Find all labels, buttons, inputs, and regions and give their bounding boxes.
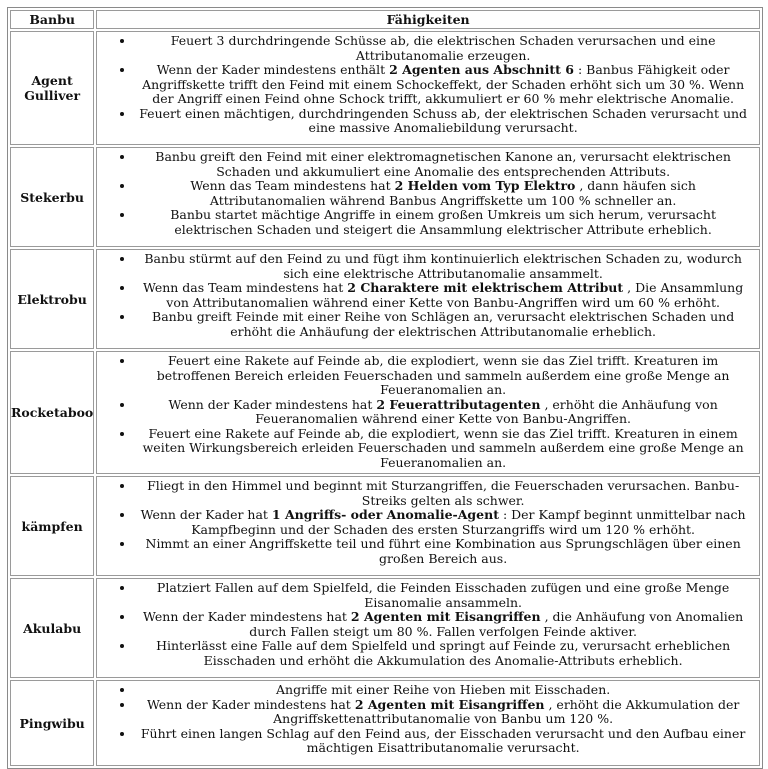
abilities-cell bbox=[96, 351, 760, 474]
ability-item bbox=[135, 150, 751, 179]
abilities-cell bbox=[96, 578, 760, 678]
ability-text: Angriffe mit einer Reihe von Hieben mit Eisschaden. bbox=[276, 682, 611, 697]
ability-item bbox=[135, 698, 751, 727]
ability-item bbox=[135, 34, 751, 63]
ability-highlight: 2 Agenten mit Eisangriffen bbox=[354, 696, 545, 712]
table-row bbox=[10, 31, 760, 145]
ability-text: Wenn der Kader hat bbox=[140, 507, 272, 522]
ability-highlight: 2 Agenten mit Eisangriffen bbox=[350, 609, 541, 624]
ability-item bbox=[135, 310, 751, 339]
abilities-cell bbox=[96, 680, 760, 766]
ability-highlight: 2 Charaktere mit elektrischem Attribut bbox=[347, 280, 624, 295]
ability-list bbox=[97, 250, 759, 342]
header-row bbox=[10, 10, 760, 29]
table-row bbox=[10, 476, 760, 576]
ability-text: Feuert 3 durchdringende Schüsse ab, die elektrischen Schaden verursachen und eine Attributanomalie erzeugen. bbox=[170, 33, 716, 63]
ability-list bbox=[97, 32, 759, 139]
ability-text: Wenn der Kader mindestens hat bbox=[143, 609, 351, 624]
ability-text: Banbu greift Feinde mit einer Reihe von Schlägen an, verursacht elektrischen Schaden und erhöht die Anhäufung der elektrischen Attributanomalie erheblich. bbox=[152, 309, 735, 339]
ability-text: Wenn das Team mindestens hat bbox=[143, 280, 348, 295]
ability-item bbox=[135, 683, 751, 698]
ability-text: , dann häufen sich Attributanomalien während Banbus Angriffskette um 100 % schneller an. bbox=[209, 178, 696, 208]
banbu-name: Akulabu bbox=[10, 578, 94, 678]
ability-highlight: 2 Agenten aus Abschnitt 6 bbox=[389, 62, 574, 77]
ability-item bbox=[135, 398, 751, 427]
ability-highlight: 2 Feuerattributagenten bbox=[376, 396, 541, 412]
banbu-name: kämpfen bbox=[10, 476, 94, 576]
ability-item bbox=[135, 281, 751, 310]
ability-text: Feuert einen mächtigen, durchdringenden Schuss ab, der elektrischen Schaden verursacht und eine massive Anomaliebildung verursacht. bbox=[139, 105, 748, 135]
ability-item bbox=[135, 479, 751, 508]
ability-highlight: 1 Angriffs- oder Anomalie-Agent bbox=[271, 507, 499, 522]
ability-text: , Die Ansammlung von Attributanomalien während einer Kette von Banbu-Angriffen wird um 60 % erhöht. bbox=[166, 280, 744, 310]
ability-item bbox=[135, 179, 751, 208]
ability-item bbox=[135, 727, 751, 756]
ability-list bbox=[97, 352, 759, 473]
banbu-name: Elektrobu bbox=[10, 249, 94, 349]
ability-text: Banbu startet mächtige Angriffe in einem großen Umkreis um sich herum, verursacht elektrischen Schaden und steigert die Ansammlung elektrischer Attribute erheblich. bbox=[170, 207, 716, 237]
ability-text: Führt einen langen Schlag auf den Feind aus, der Eisschaden verursacht und den Aufbau einer mächtigen Eisattributanomalie verursacht. bbox=[140, 725, 746, 755]
banbu-name: Stekerbu bbox=[10, 147, 94, 247]
ability-list bbox=[97, 579, 759, 671]
ability-item bbox=[135, 252, 751, 281]
table-row bbox=[10, 680, 760, 766]
ability-item bbox=[135, 508, 751, 537]
ability-text: Wenn das Team mindestens hat bbox=[190, 178, 395, 193]
ability-list bbox=[97, 477, 759, 569]
abilities-cell bbox=[96, 147, 760, 247]
ability-text: , die Anhäufung von Anomalien durch Fallen steigt um 80 %. Fallen verfolgen Feinde aktiver. bbox=[249, 609, 744, 639]
ability-item bbox=[135, 537, 751, 566]
ability-text: Wenn der Kader mindestens hat bbox=[146, 696, 355, 712]
banbu-name: Agent Gulliver bbox=[10, 31, 94, 145]
ability-text: : Der Kampf beginnt unmittelbar nach Kampfbeginn und der Schaden des ersten Sturzangriffs wird um 120 % erhöht. bbox=[191, 507, 746, 537]
table-row bbox=[10, 249, 760, 349]
abilities-cell bbox=[96, 31, 760, 145]
table-row bbox=[10, 147, 760, 247]
table-row bbox=[10, 578, 760, 678]
header-banbu: Banbu bbox=[10, 10, 94, 29]
ability-item bbox=[135, 581, 751, 610]
ability-item bbox=[135, 639, 751, 668]
header-faehigkeiten: Fähigkeiten bbox=[96, 10, 760, 29]
ability-text: Wenn der Kader mindestens enthält bbox=[156, 62, 390, 77]
ability-text: Nimmt an einer Angriffskette teil und führt eine Kombination aus Sprungschlägen über einen großen Bereich aus. bbox=[145, 536, 741, 566]
ability-item bbox=[135, 107, 751, 136]
banbu-name: Pingwibu bbox=[10, 680, 94, 766]
ability-text: , erhöht die Anhäufung von Feueranomalien während einer Kette von Banbu-Angriffen. bbox=[255, 396, 718, 426]
ability-list bbox=[97, 148, 759, 240]
ability-highlight: 2 Helden vom Typ Elektro bbox=[394, 178, 576, 193]
ability-text: Feuert eine Rakete auf Feinde ab, die explodiert, wenn sie das Ziel trifft. Kreaturen im betroffenen Bereich erleiden Feuerschaden und sammeln außerdem eine große Menge an Feueranomalien an. bbox=[156, 353, 730, 397]
ability-list bbox=[97, 681, 759, 759]
ability-text: Hinterlässt eine Falle auf dem Spielfeld und springt auf Feinde zu, verursacht erheblichen Eisschaden und erhöht die Akkumulation des Anomalie-Attributs erheblich. bbox=[156, 638, 731, 668]
banbu-name: Rocketaboo bbox=[10, 351, 94, 474]
ability-item bbox=[135, 427, 751, 471]
ability-item bbox=[135, 354, 751, 398]
ability-text: Fliegt in den Himmel und beginnt mit Sturzangriffen, die Feuerschaden verursachen. Banbu-Streiks gelten als schwer. bbox=[147, 478, 740, 508]
ability-text: Banbu stürmt auf den Feind zu und fügt ihm kontinuierlich elektrischen Schaden zu, wodurch sich eine elektrische Attributanomalie ansammelt. bbox=[144, 251, 742, 281]
ability-text: Platziert Fallen auf dem Spielfeld, die Feinden Eisschaden zufügen und eine große Menge Eisanomalie ansammeln. bbox=[156, 580, 730, 610]
ability-text: Wenn der Kader mindestens hat bbox=[168, 396, 377, 412]
abilities-cell bbox=[96, 249, 760, 349]
ability-item bbox=[135, 63, 751, 107]
ability-text: : Banbus Fähigkeit oder Angriffskette trifft den Feind mit einem Schockeffekt, der Schaden erhöht sich um 30 %. Wenn der Angriff einen Feind ohne Schock trifft, akkumuliert er 60 % mehr elektrische Anomalie. bbox=[142, 62, 745, 106]
ability-text: Feuert eine Rakete auf Feinde ab, die explodiert, wenn sie das Ziel trifft. Kreaturen in einem weiten Wirkungsbereich erleiden Feuerschaden und sammeln außerdem eine große Menge an Feueranomalien an. bbox=[142, 425, 744, 470]
ability-text: Banbu greift den Feind mit einer elektromagnetischen Kanone an, verursacht elektrischen Schaden und akkumuliert eine Anomalie des entsprechenden Attributs. bbox=[155, 149, 731, 179]
ability-item bbox=[135, 208, 751, 237]
table-row bbox=[10, 351, 760, 474]
banbu-table bbox=[7, 7, 763, 769]
ability-text: , erhöht die Akkumulation der Angriffskettenattributanomalie von Banbu um 120 %. bbox=[273, 696, 740, 726]
abilities-cell bbox=[96, 476, 760, 576]
ability-item bbox=[135, 610, 751, 639]
